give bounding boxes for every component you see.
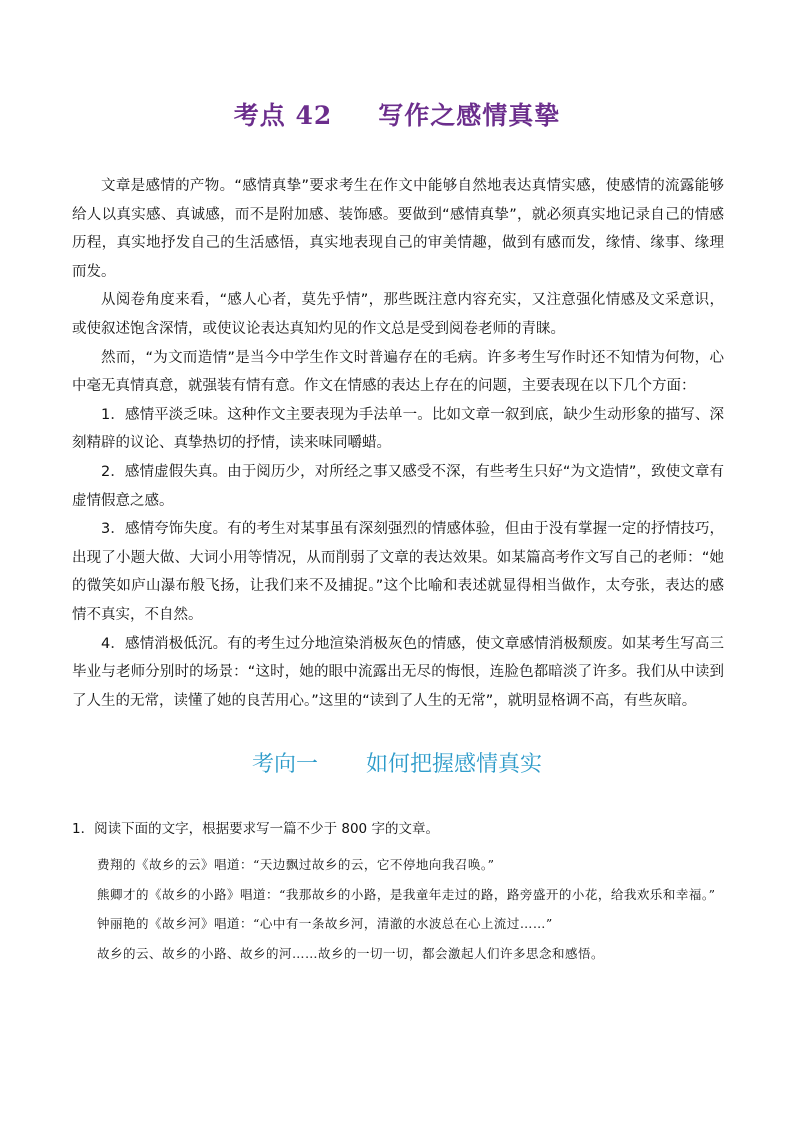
paragraph-problem-4: 4．感情消极低沉。有的考生过分地渲染消极灰色的情感，使文章感情消极颓废。如某考生写高三毕业与老师分别时的场景：“这时，她的眼中流露出无尽的悔恨，连脸色都暗淡了许多。我们从中读到了人生的无常，读懂了她的良苦用心。”这里的“读到了人生的无常”，就明显格调不高，有些灰暗。 bbox=[72, 635, 724, 709]
question-material bbox=[72, 850, 724, 968]
title-topic-name: 写作之感情真挚 bbox=[378, 101, 561, 130]
material-quote: 熊卿才的《故乡的小路》唱道：“我那故乡的小路，是我童年走过的路，路旁盛开的小花，给我欢乐和幸福。” bbox=[97, 886, 716, 902]
section-heading bbox=[0, 747, 794, 778]
paragraph-common-problem: 然而，“为文而造情”是当今中学生作文时普遍存在的毛病。许多考生写作时还不知情为何物，心中毫无真情真意，就强装有情有意。作文在情感的表达上存在的问题，主要表现在以下几个方面： bbox=[72, 349, 724, 395]
paragraph-problem-3: 3．感情夸饰失度。有的考生对某事虽有深刻强烈的情感体验，但由于没有掌握一定的抒情技巧，出现了小题大做、大词小用等情况，从而削弱了文章的表达效果。如某篇高考作文写自己的老师：“她的微笑如庐山瀑布般飞扬，让我们来不及捕捉。”这个比喻和表述就显得相当做作，太夸张，表达的感情不真实，不自然。 bbox=[72, 521, 724, 623]
paragraph-problem-2: 2．感情虚假失真。由于阅历少，对所经之事又感受不深，有些考生只好“为文造情”，致使文章有虚情假意之感。 bbox=[72, 463, 724, 509]
intro-body bbox=[72, 172, 724, 715]
material-quote: 钟丽艳的《故乡河》唱道：“心中有一条故乡河，清澈的水波总在心上流过……” bbox=[97, 916, 553, 931]
section-heading-title: 如何把握感情真实 bbox=[366, 752, 543, 777]
section-heading-label: 考向一 bbox=[251, 752, 318, 777]
paragraph-grading-view: 从阅卷角度来看，“感人心者，莫先乎情”，那些既注意内容充实，又注意强化情感及文采意识，或使叙述饱含深情，或使议论表达真知灼见的作文总是受到阅卷老师的青睐。 bbox=[72, 292, 724, 337]
page-title bbox=[0, 96, 794, 132]
paragraph-problem-1: 1．感情平淡乏味。这种作文主要表现为手法单一。比如文章一叙到底，缺少生动形象的描写、深刻精辟的议论、真挚热切的抒情，读来味同嚼蜡。 bbox=[72, 406, 724, 452]
material-quote: 故乡的云、故乡的小路、故乡的河……故乡的一切一切，都会激起人们许多思念和感悟。 bbox=[97, 945, 605, 961]
paragraph-intro: 文章是感情的产物。“感情真挚”要求考生在作文中能够自然地表达真情实感，使感情的流露能够给人以真实感、真诚感，而不是附加感、装饰感。要做到“感情真挚”，就必须真实地记录自己的情感历程，真实地抒发自己的生活感悟，真实地表现自己的审美情趣，做到有感而发，缘情、缘事、缘理而发。 bbox=[72, 178, 724, 280]
title-topic-number: 考点 42 bbox=[233, 101, 333, 130]
question-prompt: 1．阅读下面的文字，根据要求写一篇不少于 800 字的文章。 bbox=[72, 821, 439, 837]
material-quote: 费翔的《故乡的云》唱道：“天边飘过故乡的云，它不停地向我召唤。” bbox=[97, 857, 495, 872]
